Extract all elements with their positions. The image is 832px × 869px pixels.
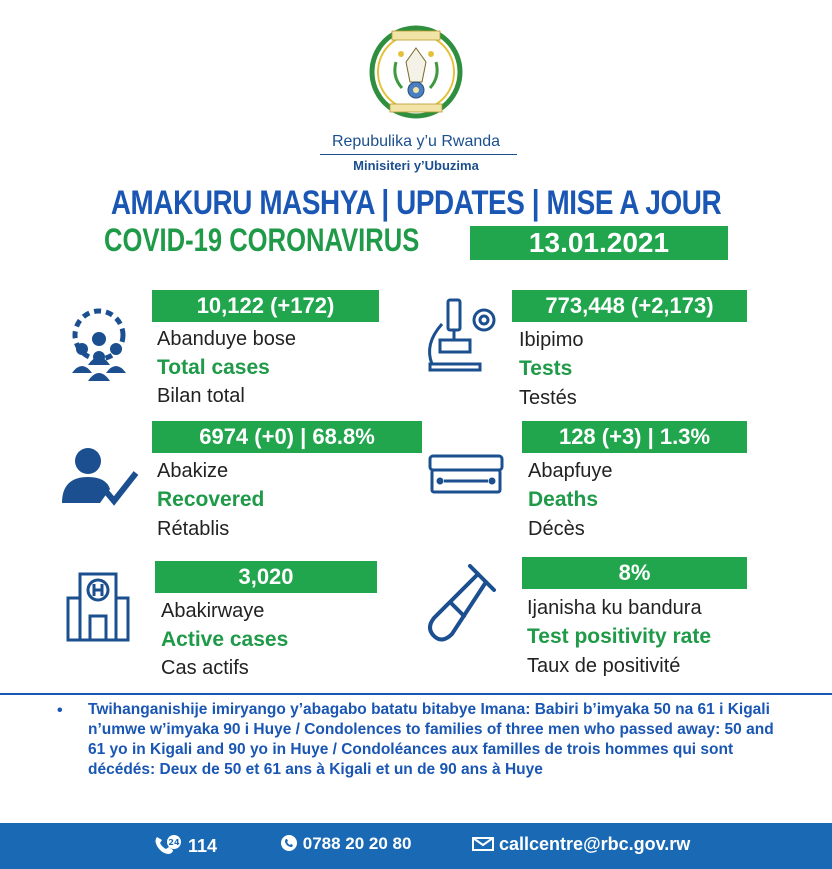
email-contact[interactable]: [472, 834, 690, 855]
total-cases-label-en: Total cases: [157, 356, 270, 379]
recovered-value: 6974 (+0) | 68.8%: [152, 421, 422, 453]
total-cases-label-rw: Abanduye bose: [157, 328, 297, 350]
header-divider: [320, 154, 517, 155]
hotline-number: 114: [188, 836, 218, 856]
active-cases-label-fr: Cas actifs: [161, 657, 249, 679]
hotline-contact[interactable]: [153, 834, 217, 857]
active-cases-label-en: Active cases: [161, 628, 289, 651]
page-subtitle: COVID-19 CORONAVIRUS: [104, 222, 420, 258]
positivity-label-rw: Ijanisha ku bandura: [527, 597, 702, 619]
virus-people-icon: [66, 305, 132, 381]
recovered-label-fr: Rétablis: [157, 518, 230, 540]
positivity-value: 8%: [522, 557, 747, 589]
svg-text:24: 24: [168, 838, 180, 847]
email-address: callcentre@rbc.gov.rw: [499, 834, 691, 854]
condolence-note: Twihanganishije imiryango y’abagabo batatu bitabye Imana: Babiri b’imyaka 50 na 61 i Kigali n’umwe w’imyaka 90 i Huye / Condolences to families of three men who passed away: 50 and 61 yo in Kigali and 90 yo in Huye / Condoléances aux familles de trois hommes qui sont décédés: Deux de 50 et 61 ans à Kigali et un de 90 ans à Huye: [88, 701, 774, 778]
tests-label-rw: Ibipimo: [519, 329, 584, 351]
rwanda-coat-of-arms-emblem: [366, 22, 466, 122]
deaths-label-en: Deaths: [528, 488, 599, 511]
update-date: 13.01.2021: [470, 226, 728, 260]
tests-label-fr: Testés: [519, 387, 577, 409]
positivity-label-en: Test positivity rate: [527, 625, 711, 648]
section-divider: [0, 693, 832, 695]
recovered-label-en: Recovered: [157, 488, 265, 511]
active-cases-value: 3,020: [155, 561, 377, 593]
microscope-icon: [418, 294, 502, 372]
contact-footer: [0, 823, 832, 869]
total-cases-label-fr: Bilan total: [157, 385, 245, 407]
deaths-label-fr: Décès: [528, 518, 585, 540]
whatsapp-contact[interactable]: [280, 834, 411, 854]
tests-value: 773,448 (+2,173): [512, 290, 747, 322]
envelope-icon: [472, 836, 494, 852]
whatsapp-icon: [280, 834, 298, 852]
whatsapp-number: 0788 20 20 80: [302, 834, 412, 853]
active-cases-label-rw: Abakirwaye: [161, 600, 265, 622]
ministry-name: Minisiteri y’Ubuzima: [353, 158, 479, 173]
note-bullet: •: [57, 702, 63, 719]
hospital-icon: [66, 568, 130, 642]
positivity-label-fr: Taux de positivité: [527, 655, 681, 677]
person-check-icon: [60, 445, 140, 509]
coffin-icon: [426, 452, 506, 496]
recovered-label-rw: Abakize: [157, 460, 229, 482]
tests-label-en: Tests: [519, 357, 573, 380]
deaths-value: 128 (+3) | 1.3%: [522, 421, 747, 453]
page-headline: AMAKURU MASHYA | UPDATES | MISE A JOUR: [110, 184, 722, 222]
total-cases-value: 10,122 (+172): [152, 290, 379, 322]
phone-24-icon: [153, 834, 183, 856]
country-name: Repubulika y’u Rwanda: [331, 133, 501, 150]
test-tube-icon: [418, 560, 502, 644]
deaths-label-rw: Abapfuye: [528, 460, 613, 482]
